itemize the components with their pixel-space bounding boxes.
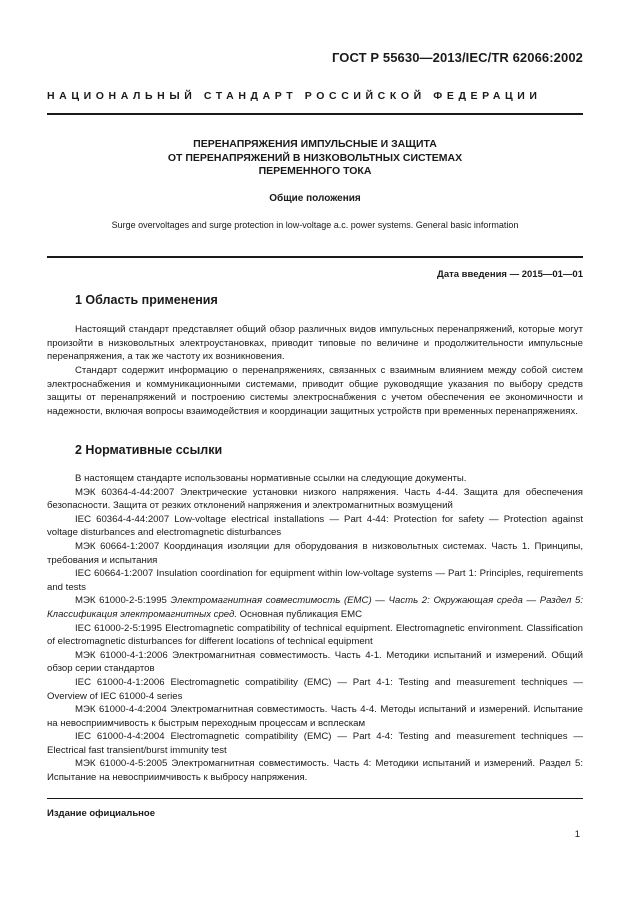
english-title: Surge overvoltages and surge protection in low-voltage a.c. power systems. General basic information (111, 220, 519, 230)
references-intro: В настоящем стандарте использованы нормативные ссылки на следующие документы. (75, 473, 467, 484)
normative-references (47, 472, 583, 785)
document-title (47, 138, 583, 179)
reference-item: IEC 61000-2-5:1995 Electromagnetic compatibility of technical equipment. Electromagnetic environment. Classification of electromagnetic disturbances for different locations of technical equipment (47, 622, 583, 648)
reference-item: IEC 60664-1:2007 Insulation coordination for equipment within low-voltage systems — Part 1: Principles, requirements and tests (47, 568, 583, 593)
page-number: 1 (574, 829, 580, 840)
reference-item (47, 594, 583, 621)
title-line-3: ПЕРЕМЕННОГО ТОКА (258, 165, 372, 177)
reference-item: МЭК 61000-4-4:2004 Электромагнитная совместимость. Часть 4-4. Методы испытаний и измерений. Испытание на невосприимчивость к быстрым переходным процессам и всплескам (47, 704, 583, 729)
reference-code: МЭК 61000-2-5:1995 (75, 595, 171, 607)
introduction-date: Дата введения — 2015—01—01 (437, 269, 583, 280)
section-1-paragraph-2: Стандарт содержит информацию о перенапряжениях, связанных с взаимным влиянием между собой систем электроснабжения и коммуникационными системами, приводит общие руководящие указания по выбору средств защиты от перенапряжений и построению системы электроснабжения с учетом обеспечения ее экономичности и надежности, включая вопросы взаимодействия и координации защитных устройств при временных перенапряжениях. (47, 365, 583, 417)
document-code: ГОСТ Р 55630—2013/IEC/TR 62066:2002 (331, 50, 583, 65)
reference-item: МЭК 61000-4-1:2006 Электромагнитная совместимость. Часть 4-1. Методики испытаний и измерений. Общий обзор серии стандартов (47, 649, 583, 675)
footer-divider (47, 798, 583, 799)
title-line-1: ПЕРЕНАПРЯЖЕНИЯ ИМПУЛЬСНЫЕ И ЗАЩИТА (193, 138, 437, 150)
top-divider (47, 113, 583, 115)
section-1-heading: 1 Область применения (75, 293, 218, 307)
reference-item: IEC 61000-4-1:2006 Electromagnetic compatibility (EMC) — Part 4-1: Testing and measurement techniques — Overview of IEC 61000-4 series (47, 676, 583, 702)
section-2-heading: 2 Нормативные ссылки (75, 443, 223, 457)
section-1-paragraph-1: Настоящий стандарт представляет общий обзор различных видов импульсных перенапряжений, которые могут произойти в низковольтных электроустановках, приводит типовые по величине и продолжительности импульсные перенапряжения, а так же частоту их возникновения. (47, 324, 583, 363)
reference-note: Основная публикация ЕМС (236, 608, 363, 620)
reference-item: МЭК 60364-4-44:2007 Электрические установки низкого напряжения. Часть 4-44. Защита для обеспечения безопасности. Защита от резких отклонений напряжения и электромагнитных возмущений (47, 486, 583, 512)
title-divider (47, 256, 583, 258)
reference-italic-title: Электромагнитная совместимость (ЕМС) — Часть 2: Окружающая среда — Раздел 5: Классификация электромагнитных сред. (47, 595, 583, 620)
reference-item: IEC 60364-4-44:2007 Low-voltage electrical installations — Part 4-44: Protection for safety — Protection against voltage disturbances and electromagnetic disturbances (47, 513, 583, 539)
title-line-2: ОТ ПЕРЕНАПРЯЖЕНИЙ В НИЗКОВОЛЬТНЫХ СИСТЕМАХ (167, 151, 463, 164)
reference-item: IEC 61000-4-4:2004 Electromagnetic compatibility (EMC) — Part 4-4: Testing and measurement techniques — Electrical fast transient/burst immunity test (47, 731, 583, 756)
national-standard-banner: НАЦИОНАЛЬНЫЙ СТАНДАРТ РОССИЙСКОЙ ФЕДЕРАЦИИ (47, 90, 542, 102)
reference-item: МЭК 60664-1:2007 Координация изоляции для оборудования в низковольтных системах. Часть 1. Принципы, требования и испытания (47, 540, 583, 566)
official-edition-label: Издание официальное (47, 808, 155, 819)
reference-item: МЭК 61000-4-5:2005 Электромагнитная совместимость. Часть 4: Методики испытаний и измерений. Раздел 5: Испытание на невосприимчивость к выбросу напряжения. (47, 758, 583, 784)
document-subtitle: Общие положения (269, 193, 361, 204)
